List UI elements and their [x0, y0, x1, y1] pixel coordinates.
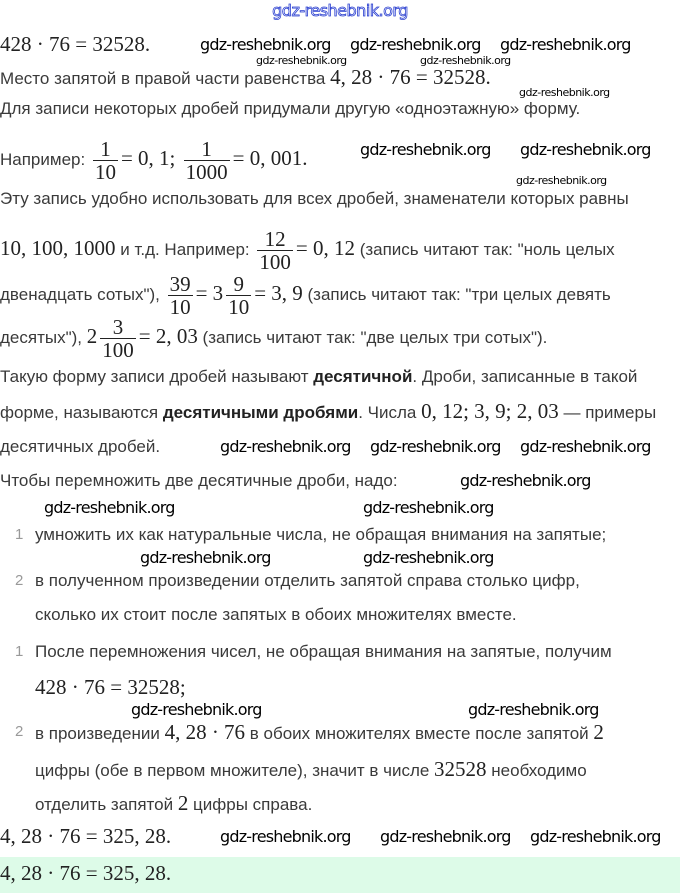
text: двенадцать сотых"),	[0, 284, 165, 304]
text: отделить запятой	[35, 795, 178, 814]
watermark: gdz-reshebnik.org	[380, 827, 511, 846]
list-item-continued: сколько их стоит после запятых в обоих множителях вместе.	[35, 605, 517, 624]
paragraph-line: Эту запись удобно использовать для всех дробей, знаменатели которых равны	[0, 189, 629, 208]
text: и т.д. Например:	[115, 239, 255, 259]
fraction	[257, 228, 293, 273]
paragraph-line	[0, 401, 656, 423]
text: десятых"),	[0, 327, 87, 347]
text: необходимо	[486, 761, 587, 780]
numerator: 39	[169, 272, 191, 296]
denominator: 100	[102, 338, 134, 362]
list-item	[35, 722, 604, 744]
watermark: gdz-reshebnik.org	[256, 54, 347, 67]
text: цифры справа.	[188, 795, 313, 814]
text: — примеры	[558, 403, 657, 422]
watermark: gdz-reshebnik.org	[360, 140, 491, 159]
paragraph-line: Чтобы перемножить две десятичные дроби, надо:	[0, 471, 398, 490]
text: цифры (обе в первом множителе), значит в числе	[35, 761, 435, 780]
list-number: 1	[15, 643, 24, 660]
denominator: 10	[169, 295, 191, 319]
text: в произведении	[35, 724, 165, 743]
paragraph-line	[0, 367, 637, 387]
math: = 0, 1;	[120, 145, 181, 170]
fraction	[184, 138, 230, 183]
watermark: gdz-reshebnik.org	[44, 498, 175, 517]
watermark: gdz-reshebnik.org	[350, 35, 481, 54]
answer-equation: 4, 28 · 76 = 325, 28.	[0, 861, 172, 885]
fraction	[226, 273, 251, 318]
fraction	[168, 273, 193, 318]
fraction	[93, 138, 118, 183]
list-number: 2	[15, 723, 24, 740]
math: 0, 12; 3, 9; 2, 03	[421, 399, 559, 423]
list-item-continued	[35, 793, 312, 815]
text: Такую форму записи дробей называют	[0, 367, 314, 386]
paragraph-line	[0, 67, 491, 89]
watermark: gdz-reshebnik.org	[140, 548, 271, 567]
math: 2	[593, 720, 604, 744]
watermark: gdz-reshebnik.org	[131, 700, 262, 719]
list-item: умножить их как натуральные числа, не обращая внимания на запятые;	[35, 525, 607, 544]
equation-natural: 428 · 76 = 32528.	[0, 32, 151, 56]
list-item-continued	[35, 759, 587, 781]
watermark: gdz-reshebnik.org	[220, 437, 351, 456]
numerator: 1	[100, 137, 111, 161]
denominator: 10	[94, 160, 116, 184]
watermark: gdz-reshebnik.org	[530, 827, 661, 846]
numerator: 1	[201, 137, 212, 161]
math: 4, 28 · 76	[164, 720, 246, 744]
text: . Дроби, записанные в такой	[412, 367, 638, 386]
watermark: gdz-reshebnik.org	[519, 86, 610, 99]
math: 4, 28 · 76 = 32528.	[330, 65, 491, 89]
text: в обоих множителях вместе после запятой	[245, 724, 594, 743]
math: 10, 100, 1000	[0, 235, 116, 260]
text: (запись читают так: "три целых девять	[302, 284, 611, 304]
bold-term: десятичными дробями	[162, 403, 359, 422]
list-number: 1	[15, 526, 24, 543]
text: (запись читают так: "ноль целых	[354, 239, 615, 259]
math: = 0, 001.	[232, 145, 308, 170]
list-item: в полученном произведении отделить запятой справа столько цифр,	[35, 571, 580, 590]
paragraph-line	[0, 138, 307, 183]
watermark: gdz-reshebnik.org	[200, 35, 331, 54]
watermark: gdz-reshebnik.org	[516, 174, 607, 187]
math: = 2, 03	[138, 323, 198, 348]
math: 2	[86, 323, 98, 348]
text: Место запятой в правой части равенства	[0, 69, 331, 88]
watermark: gdz-reshebnik.org	[363, 548, 494, 567]
math: = 3	[195, 280, 224, 305]
text: (запись читают так: "две целых три сотых").	[197, 327, 548, 347]
watermark: gdz-reshebnik.org	[500, 35, 631, 54]
paragraph-line	[0, 316, 547, 361]
watermark: gdz-reshebnik.org	[220, 827, 351, 846]
paragraph-line: десятичных дробей.	[0, 437, 161, 456]
text: . Числа	[358, 403, 422, 422]
list-item: После перемножения чисел, не обращая внимания на запятые, получим	[35, 642, 612, 661]
paragraph-line	[0, 273, 611, 318]
math: 32528	[434, 757, 487, 781]
denominator: 10	[228, 295, 250, 319]
result-equation: 4, 28 · 76 = 325, 28.	[0, 824, 172, 848]
watermark: gdz-reshebnik.org	[468, 700, 599, 719]
bold-term: десятичной	[313, 367, 413, 386]
watermark: gdz-reshebnik.org	[460, 471, 591, 490]
math: = 0, 12	[295, 235, 355, 260]
watermark: gdz-reshebnik.org	[520, 437, 651, 456]
paragraph-line: Для записи некоторых дробей придумали другую «одноэтажную» форму.	[0, 99, 581, 118]
numerator: 3	[112, 315, 124, 339]
watermark: gdz-reshebnik.org	[420, 54, 511, 67]
watermark: gdz-reshebnik.org	[520, 140, 651, 159]
header-watermark: gdz-reshebnik.org	[272, 1, 408, 20]
math: = 3, 9	[254, 280, 303, 305]
watermark: gdz-reshebnik.org	[363, 498, 494, 517]
list-item-math: 428 · 76 = 32528;	[35, 675, 186, 699]
denominator: 100	[259, 250, 291, 274]
numerator: 12	[264, 227, 286, 251]
paragraph-line	[0, 228, 615, 273]
text: форме, называются	[0, 403, 163, 422]
denominator: 1000	[185, 160, 228, 184]
watermark: gdz-reshebnik.org	[370, 437, 501, 456]
fraction	[100, 316, 136, 361]
text: Например:	[0, 149, 90, 169]
math: 2	[177, 791, 189, 815]
list-number: 2	[15, 572, 24, 589]
numerator: 9	[233, 272, 244, 296]
